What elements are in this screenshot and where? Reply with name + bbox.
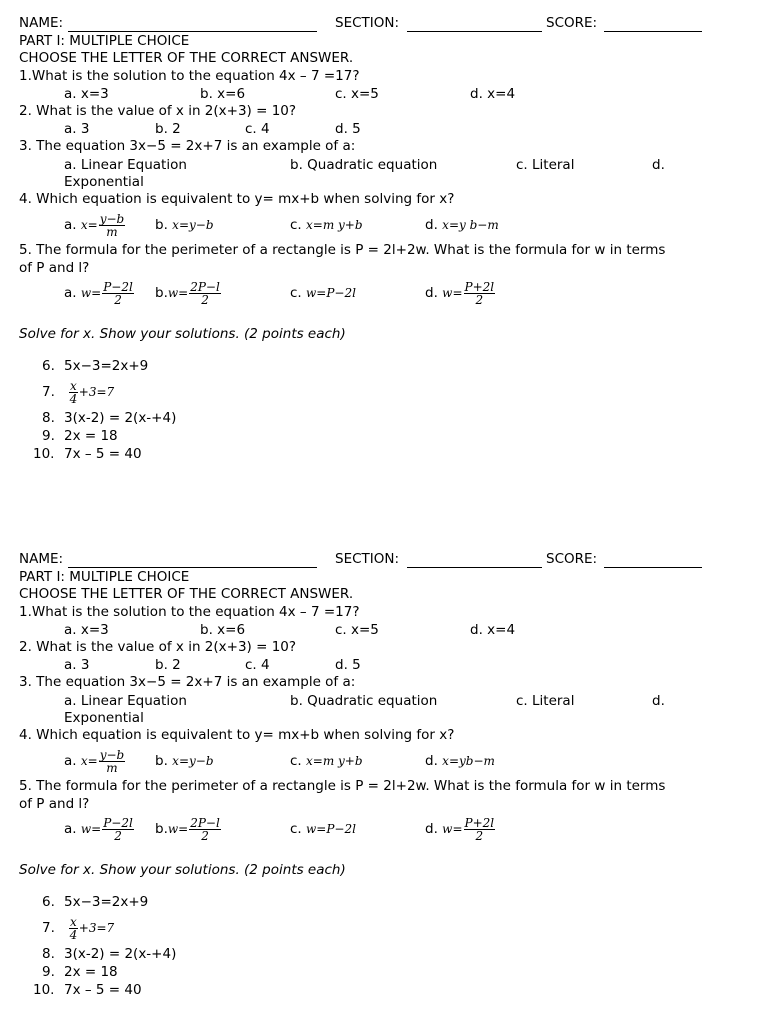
q1-choice-a: a. x=3 bbox=[64, 622, 109, 638]
q4-choice-b: b. x=y−b bbox=[155, 753, 214, 769]
q5-choice-a: a. w= $\frac{P-2l}{2}$ bbox=[64, 815, 133, 843]
question-5-text-continued: of P and l? bbox=[19, 796, 90, 812]
q4-choice-a: a. x= $\frac{y-b}{m}$ bbox=[64, 747, 125, 775]
problem-7: $\frac{x}{4}$ +3=7 bbox=[69, 378, 115, 406]
section-blank bbox=[407, 567, 542, 568]
q5-choice-d: d. w= $\frac{P+2l}{2}$ bbox=[425, 815, 495, 843]
problem-6-number: 6. bbox=[42, 894, 55, 910]
score-blank bbox=[604, 31, 702, 32]
problem-6: 5x−3=2x+9 bbox=[64, 358, 149, 374]
q2-choice-d: d. 5 bbox=[335, 121, 361, 137]
q5-choice-c: c. w=P−2l bbox=[290, 821, 356, 837]
q1-choice-c: c. x=5 bbox=[335, 622, 379, 638]
score-label: SCORE: bbox=[546, 15, 598, 31]
q2-choice-b: b. 2 bbox=[155, 121, 181, 137]
problem-8-number: 8. bbox=[42, 410, 55, 426]
problem-8: 3(x-2) = 2(x-+4) bbox=[64, 946, 177, 962]
q3-choice-c: c. Literal bbox=[516, 693, 575, 709]
q3-choice-a: a. Linear Equation bbox=[64, 693, 187, 709]
fraction: $\frac{P+2l}{2}$ bbox=[464, 279, 495, 307]
q4-choice-b: b. x=y−b bbox=[155, 217, 214, 233]
worksheet-top bbox=[0, 0, 768, 500]
directions: CHOOSE THE LETTER OF THE CORRECT ANSWER. bbox=[19, 586, 354, 602]
problem-9: 2x = 18 bbox=[64, 428, 118, 444]
question-2-text: 2. What is the value of x in 2(x+3) = 10? bbox=[19, 639, 297, 655]
q4-choice-a: a. x= $\frac{y-b}{m}$ bbox=[64, 211, 125, 239]
q3-choice-b: b. Quadratic equation bbox=[290, 157, 438, 173]
directions: CHOOSE THE LETTER OF THE CORRECT ANSWER. bbox=[19, 50, 354, 66]
question-1-text: 1.What is the solution to the equation 4x – 7 =17? bbox=[19, 604, 360, 620]
question-3-text: 3. The equation 3x−5 = 2x+7 is an example of a: bbox=[19, 674, 356, 690]
fraction: $\frac{P-2l}{2}$ bbox=[103, 279, 133, 307]
fraction: $\frac{x}{4}$ bbox=[69, 378, 78, 406]
part-title: PART I: MULTIPLE CHOICE bbox=[19, 33, 190, 49]
score-blank bbox=[604, 567, 702, 568]
q1-choice-c: c. x=5 bbox=[335, 86, 379, 102]
q5-choice-d: d. w= $\frac{P+2l}{2}$ bbox=[425, 279, 495, 307]
q4-choice-d: d. x=yb−m bbox=[425, 753, 495, 769]
q1-choice-d: d. x=4 bbox=[470, 622, 516, 638]
q2-choice-c: c. 4 bbox=[245, 657, 270, 673]
question-1-text: 1.What is the solution to the equation 4x – 7 =17? bbox=[19, 68, 360, 84]
q2-choice-b: b. 2 bbox=[155, 657, 181, 673]
section-blank bbox=[407, 31, 542, 32]
q2-choice-a: a. 3 bbox=[64, 121, 90, 137]
problem-10-number: 10. bbox=[33, 446, 55, 462]
q4-choice-d: d. x=y b−m bbox=[425, 217, 499, 233]
part-2-instructions: Solve for x. Show your solutions. (2 points each) bbox=[19, 862, 346, 878]
question-5-text: 5. The formula for the perimeter of a rectangle is P = 2l+2w. What is the formula for w in terms bbox=[19, 778, 666, 794]
problem-9-number: 9. bbox=[42, 428, 55, 444]
question-4-text: 4. Which equation is equivalent to y= mx+b when solving for x? bbox=[19, 727, 455, 743]
question-2-text: 2. What is the value of x in 2(x+3) = 10? bbox=[19, 103, 297, 119]
q1-choice-a: a. x=3 bbox=[64, 86, 109, 102]
fraction: $\frac{x}{4}$ bbox=[69, 914, 78, 942]
q5-choice-b: b.w= $\frac{2P-l}{2}$ bbox=[155, 815, 220, 843]
question-5-text: 5. The formula for the perimeter of a rectangle is P = 2l+2w. What is the formula for w in terms bbox=[19, 242, 666, 258]
q2-choice-d: d. 5 bbox=[335, 657, 361, 673]
part-title: PART I: MULTIPLE CHOICE bbox=[19, 569, 190, 585]
question-5-text-continued: of P and l? bbox=[19, 260, 90, 276]
problem-8: 3(x-2) = 2(x-+4) bbox=[64, 410, 177, 426]
fraction: $\frac{P-2l}{2}$ bbox=[103, 815, 133, 843]
q5-choice-b: b.w= $\frac{2P-l}{2}$ bbox=[155, 279, 220, 307]
name-blank bbox=[68, 31, 317, 32]
q3-choice-b: b. Quadratic equation bbox=[290, 693, 438, 709]
part-2-instructions: Solve for x. Show your solutions. (2 points each) bbox=[19, 326, 346, 342]
q1-choice-b: b. x=6 bbox=[200, 622, 246, 638]
q2-choice-a: a. 3 bbox=[64, 657, 90, 673]
problem-10-number: 10. bbox=[33, 982, 55, 998]
section-label: SECTION: bbox=[335, 551, 400, 567]
problem-9-number: 9. bbox=[42, 964, 55, 980]
q3-choice-c: c. Literal bbox=[516, 157, 575, 173]
question-4-text: 4. Which equation is equivalent to y= mx+b when solving for x? bbox=[19, 191, 455, 207]
fraction: $\frac{2P-l}{2}$ bbox=[190, 279, 220, 307]
name-label: NAME: bbox=[19, 15, 64, 31]
q3-choice-a: a. Linear Equation bbox=[64, 157, 187, 173]
q4-choice-c: c. x=m y+b bbox=[290, 753, 363, 769]
q1-choice-b: b. x=6 bbox=[200, 86, 246, 102]
question-3-text: 3. The equation 3x−5 = 2x+7 is an example of a: bbox=[19, 138, 356, 154]
name-label: NAME: bbox=[19, 551, 64, 567]
q5-choice-c: c. w=P−2l bbox=[290, 285, 356, 301]
q3-choice-d: d. bbox=[652, 157, 665, 173]
section-label: SECTION: bbox=[335, 15, 400, 31]
q3-choice-d: d. bbox=[652, 693, 665, 709]
problem-6: 5x−3=2x+9 bbox=[64, 894, 149, 910]
problem-7-number: 7. bbox=[42, 920, 55, 936]
q1-choice-d: d. x=4 bbox=[470, 86, 516, 102]
q4-choice-c: c. x=m y+b bbox=[290, 217, 363, 233]
fraction: $\frac{y-b}{m}$ bbox=[99, 211, 125, 239]
problem-8-number: 8. bbox=[42, 946, 55, 962]
problem-9: 2x = 18 bbox=[64, 964, 118, 980]
fraction: $\frac{P+2l}{2}$ bbox=[464, 815, 495, 843]
problem-10: 7x – 5 = 40 bbox=[64, 446, 142, 462]
q3-choice-d-continued: Exponential bbox=[64, 174, 144, 190]
q5-choice-a: a. w= $\frac{P-2l}{2}$ bbox=[64, 279, 133, 307]
problem-7: $\frac{x}{4}$ +3=7 bbox=[69, 914, 115, 942]
worksheet-bottom bbox=[0, 536, 768, 1036]
name-blank bbox=[68, 567, 317, 568]
fraction: $\frac{y-b}{m}$ bbox=[99, 747, 125, 775]
q2-choice-c: c. 4 bbox=[245, 121, 270, 137]
q3-choice-d-continued: Exponential bbox=[64, 710, 144, 726]
score-label: SCORE: bbox=[546, 551, 598, 567]
fraction: $\frac{2P-l}{2}$ bbox=[190, 815, 220, 843]
problem-10: 7x – 5 = 40 bbox=[64, 982, 142, 998]
problem-7-number: 7. bbox=[42, 384, 55, 400]
problem-6-number: 6. bbox=[42, 358, 55, 374]
